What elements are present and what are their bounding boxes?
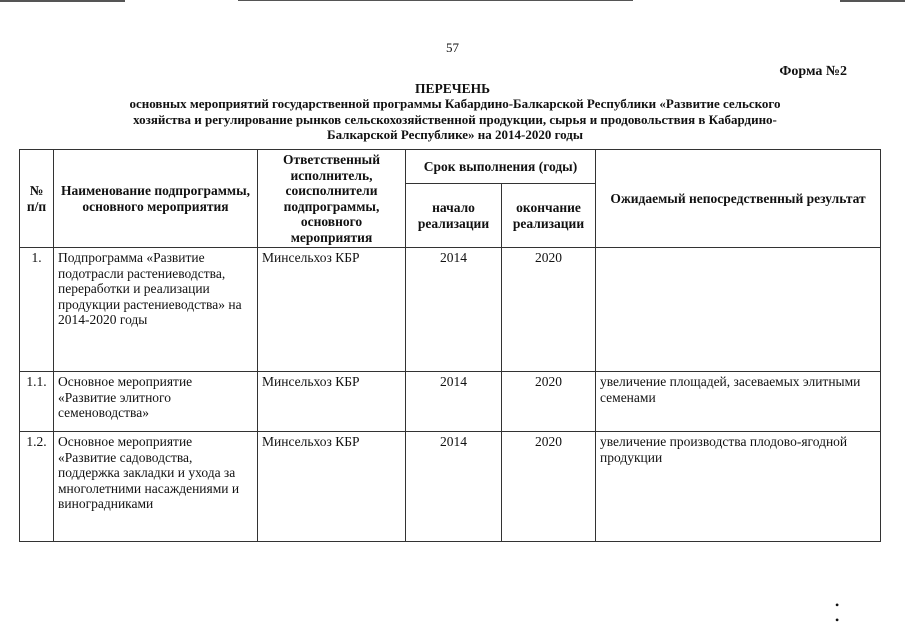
header-end: окончание реализации xyxy=(502,184,596,248)
table-row xyxy=(20,248,881,372)
row-num: 1. xyxy=(20,248,54,372)
table-row xyxy=(20,432,881,542)
header-name: Наименование подпрограммы, основного мероприятия xyxy=(54,150,258,248)
row-result: увеличение площадей, засеваемых элитными семенами xyxy=(596,372,881,432)
row-start: 2014 xyxy=(406,248,502,372)
row-result xyxy=(596,248,881,372)
header-period: Срок выполнения (годы) xyxy=(406,150,596,184)
scan-marks: • • xyxy=(835,598,870,627)
row-responsible: Минсельхоз КБР xyxy=(258,432,406,542)
row-end: 2020 xyxy=(502,432,596,542)
page-number: 57 xyxy=(446,40,459,55)
header-num: № п/п xyxy=(20,150,54,248)
scan-edge-left xyxy=(0,0,125,2)
row-end: 2020 xyxy=(502,248,596,372)
row-name: Основное мероприятие «Развитие садоводства, поддержка закладки и ухода за многолетними насаждениями и виноградниками xyxy=(54,432,258,542)
row-start: 2014 xyxy=(406,372,502,432)
subtitle-line: основных мероприятий государственной программы Кабардино-Балкарской Республики «Развитие сельского xyxy=(129,96,781,111)
row-num: 1.2. xyxy=(20,432,54,542)
header-responsible: Ответственный исполнитель, соисполнители подпрограммы, основного мероприятия xyxy=(258,150,406,248)
row-name: Основное мероприятие «Развитие элитного семеноводства» xyxy=(54,372,258,432)
row-num: 1.1. xyxy=(20,372,54,432)
document-title: ПЕРЕЧЕНЬ xyxy=(414,81,491,96)
form-label: Форма №2 xyxy=(779,64,847,79)
row-responsible: Минсельхоз КБР xyxy=(258,372,406,432)
header-result: Ожидаемый непосредственный результат xyxy=(596,150,881,248)
scan-edge-right xyxy=(840,0,905,2)
subtitle-line: хозяйства и регулирование рынков сельскохозяйственной продукции, сырья и продовольствия в Кабардино- xyxy=(133,111,777,127)
row-name: Подпрограмма «Развитие подотрасли растениеводства, переработки и реализации продукции растениеводства» на 2014-2020 годы xyxy=(54,248,258,372)
row-result: увеличение производства плодово-ягодной продукции xyxy=(596,432,881,542)
row-end: 2020 xyxy=(502,372,596,432)
row-start: 2014 xyxy=(406,432,502,542)
subtitle-line: Балкарской Республике» на 2014-2020 годы xyxy=(326,127,584,142)
table-row xyxy=(20,372,881,432)
row-responsible: Минсельхоз КБР xyxy=(258,248,406,372)
document-subtitle xyxy=(60,96,850,143)
measures-table xyxy=(19,149,881,542)
header-start: начало реализации xyxy=(406,184,502,248)
scan-edge-middle xyxy=(238,0,633,1)
